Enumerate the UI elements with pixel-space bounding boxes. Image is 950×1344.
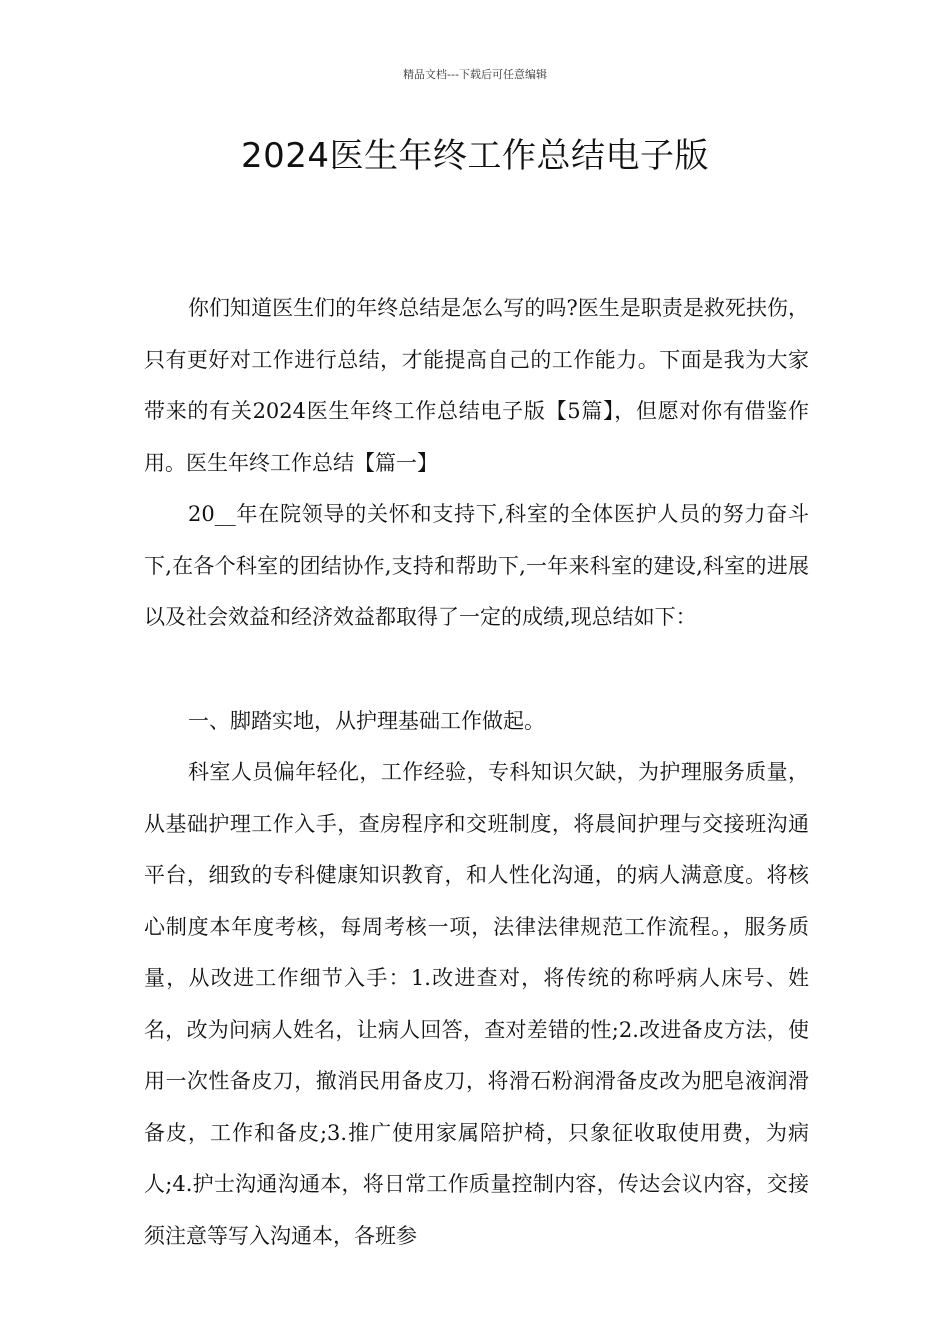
paragraph-intro: 你们知道医生们的年终总结是怎么写的吗?医生是职责是救死扶伤，只有更好对工作进行总结，才能提高自己的工作能力。下面是我为大家带来的有关2024医生年终工作总结电子版【5篇】，但愿对你有借鉴作用。医生年终工作总结【篇一】 [144, 296, 809, 475]
document-title: 2024医生年终工作总结电子版 [240, 136, 710, 176]
paragraph-details: 科室人员偏年轻化，工作经验，专科知识欠缺，为护理服务质量，从基础护理工作入手，查房程序和交班制度，将晨间护理与交接班沟通平台，细致的专科健康知识教育，和人性化沟通，的病人满意度。将核心制度本年度考核，每周考核一项，法律法律规范工作流程。，服务质量，从改进工作细节入手：1.改进查对，将传统的称呼病人床号、姓名，改为问病人姓名，让病人回答，查对差错的性;2.改进备皮方法，使用一次性备皮刀，撤消民用备皮刀，将滑石粉润滑备皮改为肥皂液润滑备皮，工作和备皮;3.推广使用家属陪护椅，只象征收取使用费，为病人;4.护士沟通沟通本，将日常工作质量控制内容，传达会议内容，交接须注意等写入沟通本，各班参 [144, 760, 809, 1248]
paragraph-spacer [144, 644, 809, 696]
header-note: 精品文档---下载后可任意编辑 [403, 68, 547, 81]
paragraph-summary: 20__年在院领导的关怀和支持下,科室的全体医护人员的努力奋斗下,在各个科室的团结协作,支持和帮助下,一年来科室的建设,科室的进展以及社会效益和经济效益都取得了一定的成绩,现总结如下： [144, 502, 809, 629]
document-body [144, 283, 809, 1262]
section-heading: 一、脚踏实地，从护理基础工作做起。 [188, 708, 545, 733]
